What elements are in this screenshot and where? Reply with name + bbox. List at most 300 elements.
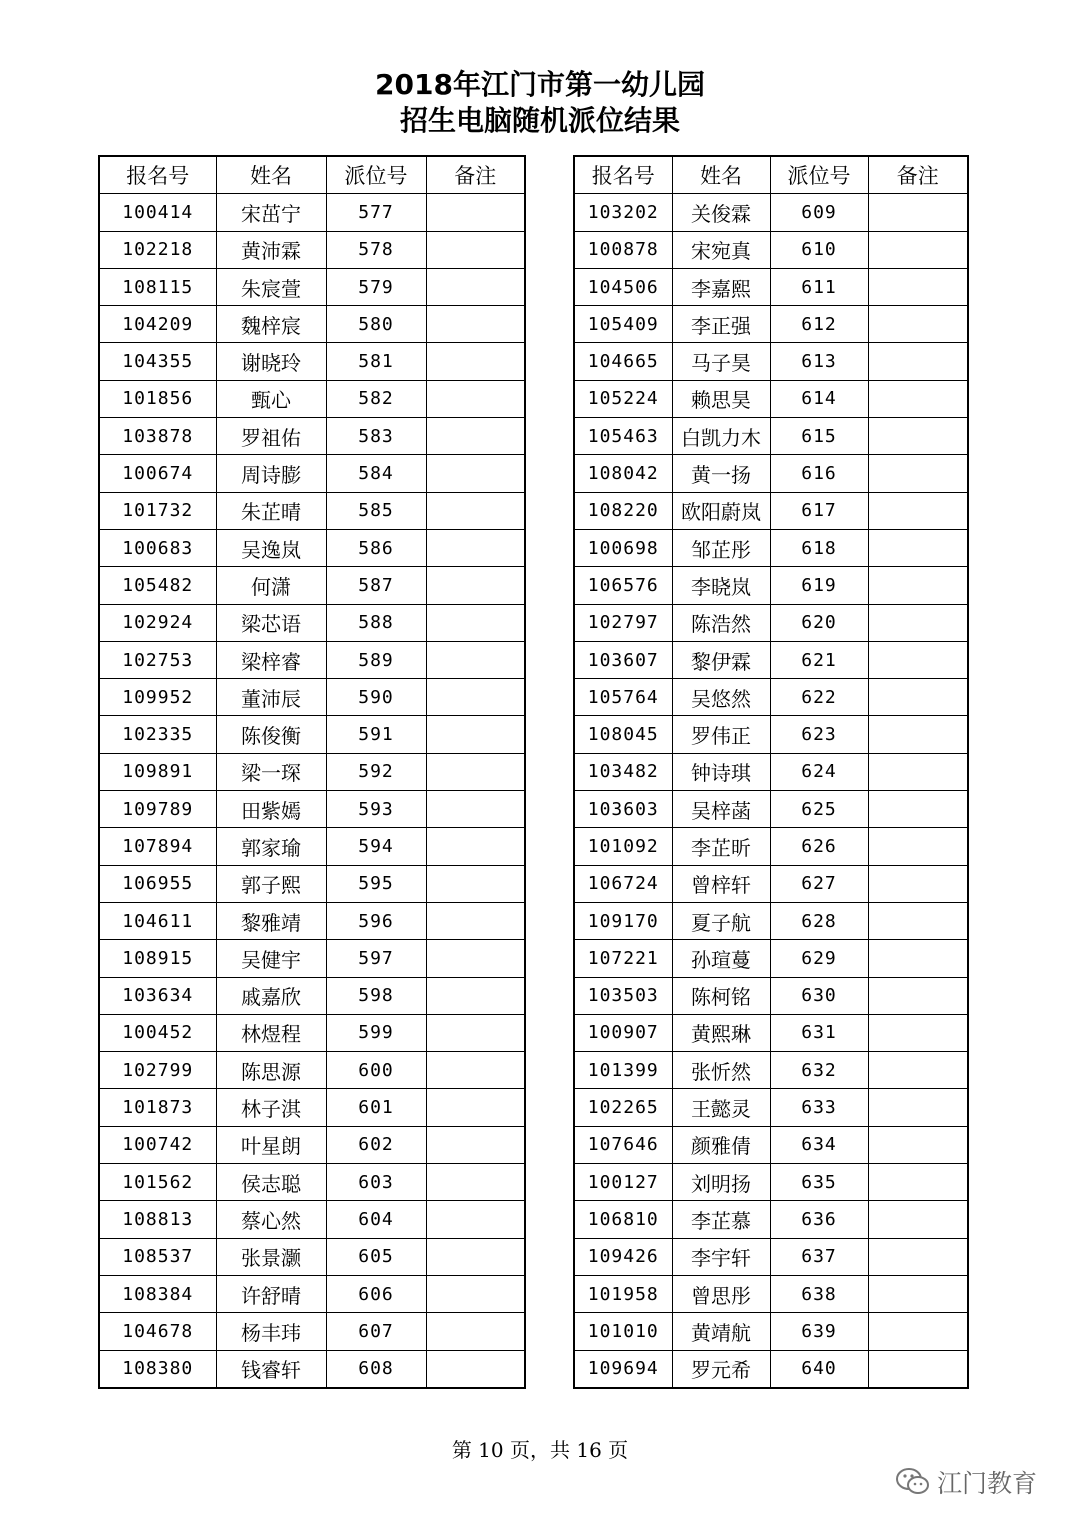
registration-number-cell: 108813 <box>99 1201 216 1238</box>
remarks-cell <box>426 902 525 939</box>
assignment-number-cell: 625 <box>770 791 868 828</box>
table-row <box>99 1350 525 1388</box>
remarks-cell <box>426 865 525 902</box>
remarks-cell <box>868 1126 968 1163</box>
remarks-cell <box>426 716 525 753</box>
name-cell: 郭子熙 <box>216 865 326 902</box>
table-row <box>574 865 968 902</box>
remarks-cell <box>426 604 525 641</box>
registration-number-cell: 107221 <box>574 940 672 977</box>
registration-number-cell: 105463 <box>574 418 672 455</box>
registration-number-cell: 100452 <box>99 1014 216 1051</box>
assignment-number-cell: 611 <box>770 268 868 305</box>
assignment-number-cell: 622 <box>770 679 868 716</box>
assignment-number-cell: 628 <box>770 902 868 939</box>
table-row <box>574 567 968 604</box>
remarks-cell <box>426 231 525 268</box>
remarks-cell <box>868 604 968 641</box>
name-cell: 朱芷晴 <box>216 492 326 529</box>
remarks-cell <box>868 940 968 977</box>
registration-number-cell: 101399 <box>574 1052 672 1089</box>
assignment-number-cell: 577 <box>326 194 426 231</box>
remarks-cell <box>868 1201 968 1238</box>
name-cell: 颜雅倩 <box>672 1126 770 1163</box>
assignment-number-cell: 638 <box>770 1275 868 1312</box>
registration-number-cell: 102335 <box>99 716 216 753</box>
assignment-number-cell: 615 <box>770 418 868 455</box>
remarks-cell <box>868 194 968 231</box>
registration-number-cell: 108915 <box>99 940 216 977</box>
table-row <box>99 865 525 902</box>
assignment-number-cell: 588 <box>326 604 426 641</box>
registration-number-cell: 109952 <box>99 679 216 716</box>
assignment-number-cell: 593 <box>326 791 426 828</box>
registration-number-cell: 105224 <box>574 380 672 417</box>
header-assignment-number: 派位号 <box>326 156 426 194</box>
name-cell: 李宇轩 <box>672 1238 770 1275</box>
registration-number-cell: 100414 <box>99 194 216 231</box>
remarks-cell <box>426 977 525 1014</box>
assignment-number-cell: 585 <box>326 492 426 529</box>
remarks-cell <box>426 343 525 380</box>
assignment-number-cell: 632 <box>770 1052 868 1089</box>
assignment-number-cell: 586 <box>326 529 426 566</box>
assignment-number-cell: 607 <box>326 1313 426 1350</box>
assignment-number-cell: 640 <box>770 1350 868 1388</box>
table-row <box>574 194 968 231</box>
table-row <box>99 231 525 268</box>
name-cell: 宋茁宁 <box>216 194 326 231</box>
assignment-number-cell: 639 <box>770 1313 868 1350</box>
table-row <box>574 902 968 939</box>
name-cell: 黎雅靖 <box>216 902 326 939</box>
remarks-cell <box>868 828 968 865</box>
assignment-number-cell: 583 <box>326 418 426 455</box>
name-cell: 曾思彤 <box>672 1275 770 1312</box>
table-row <box>574 716 968 753</box>
name-cell: 李芷慕 <box>672 1201 770 1238</box>
remarks-cell <box>868 1238 968 1275</box>
table-row <box>574 1014 968 1051</box>
table-row <box>99 343 525 380</box>
table-row <box>574 604 968 641</box>
registration-number-cell: 108045 <box>574 716 672 753</box>
table-row <box>99 1275 525 1312</box>
header-registration-number: 报名号 <box>574 156 672 194</box>
table-row <box>99 1052 525 1089</box>
name-cell: 梁梓睿 <box>216 641 326 678</box>
registration-number-cell: 108537 <box>99 1238 216 1275</box>
registration-number-cell: 105764 <box>574 679 672 716</box>
registration-number-cell: 109426 <box>574 1238 672 1275</box>
registration-number-cell: 101732 <box>99 492 216 529</box>
remarks-cell <box>426 1164 525 1201</box>
remarks-cell <box>426 492 525 529</box>
remarks-cell <box>426 268 525 305</box>
name-cell: 白凯力木 <box>672 418 770 455</box>
registration-number-cell: 107646 <box>574 1126 672 1163</box>
remarks-cell <box>426 306 525 343</box>
remarks-cell <box>426 828 525 865</box>
name-cell: 李正强 <box>672 306 770 343</box>
name-cell: 黄沛霖 <box>216 231 326 268</box>
name-cell: 罗元希 <box>672 1350 770 1388</box>
remarks-cell <box>868 1275 968 1312</box>
registration-number-cell: 100907 <box>574 1014 672 1051</box>
remarks-cell <box>426 418 525 455</box>
remarks-cell <box>868 716 968 753</box>
remarks-cell <box>868 902 968 939</box>
remarks-cell <box>426 791 525 828</box>
registration-number-cell: 107894 <box>99 828 216 865</box>
assignment-number-cell: 633 <box>770 1089 868 1126</box>
name-cell: 刘明扬 <box>672 1164 770 1201</box>
registration-number-cell: 108220 <box>574 492 672 529</box>
name-cell: 夏子航 <box>672 902 770 939</box>
remarks-cell <box>868 567 968 604</box>
name-cell: 钟诗琪 <box>672 753 770 790</box>
remarks-cell <box>868 791 968 828</box>
name-cell: 陈浩然 <box>672 604 770 641</box>
name-cell: 陈思源 <box>216 1052 326 1089</box>
assignment-number-cell: 601 <box>326 1089 426 1126</box>
assignment-number-cell: 635 <box>770 1164 868 1201</box>
table-row <box>574 1089 968 1126</box>
assignment-number-cell: 617 <box>770 492 868 529</box>
registration-number-cell: 106810 <box>574 1201 672 1238</box>
table-row <box>574 641 968 678</box>
table-row <box>99 418 525 455</box>
assignment-number-cell: 605 <box>326 1238 426 1275</box>
registration-number-cell: 104665 <box>574 343 672 380</box>
remarks-cell <box>426 1275 525 1312</box>
table-row <box>99 306 525 343</box>
remarks-cell <box>868 418 968 455</box>
table-row <box>99 1313 525 1350</box>
table-row <box>574 455 968 492</box>
assignment-number-cell: 581 <box>326 343 426 380</box>
table-row <box>99 529 525 566</box>
registration-number-cell: 103202 <box>574 194 672 231</box>
table-row <box>99 1014 525 1051</box>
table-row <box>99 455 525 492</box>
remarks-cell <box>426 940 525 977</box>
table-row <box>99 1238 525 1275</box>
watermark-text: 江门教育 <box>937 1469 1038 1498</box>
results-table-right <box>573 155 969 1389</box>
table-row <box>574 529 968 566</box>
table-row <box>99 492 525 529</box>
assignment-number-cell: 608 <box>326 1350 426 1388</box>
remarks-cell <box>868 306 968 343</box>
remarks-cell <box>868 753 968 790</box>
registration-number-cell: 108042 <box>574 455 672 492</box>
assignment-number-cell: 610 <box>770 231 868 268</box>
table-row <box>574 791 968 828</box>
table-row <box>99 380 525 417</box>
table-row <box>99 716 525 753</box>
table-row <box>574 1052 968 1089</box>
registration-number-cell: 101856 <box>99 380 216 417</box>
assignment-number-cell: 630 <box>770 977 868 1014</box>
table-row <box>574 1201 968 1238</box>
remarks-cell <box>426 194 525 231</box>
registration-number-cell: 105409 <box>574 306 672 343</box>
assignment-number-cell: 626 <box>770 828 868 865</box>
table-row <box>99 268 525 305</box>
table-row <box>574 492 968 529</box>
assignment-number-cell: 624 <box>770 753 868 790</box>
assignment-number-cell: 606 <box>326 1275 426 1312</box>
table-row <box>99 194 525 231</box>
registration-number-cell: 103603 <box>574 791 672 828</box>
assignment-number-cell: 598 <box>326 977 426 1014</box>
table-row <box>574 828 968 865</box>
assignment-number-cell: 582 <box>326 380 426 417</box>
name-cell: 戚嘉欣 <box>216 977 326 1014</box>
registration-number-cell: 101010 <box>574 1313 672 1350</box>
registration-number-cell: 106724 <box>574 865 672 902</box>
name-cell: 田紫嫣 <box>216 791 326 828</box>
assignment-number-cell: 592 <box>326 753 426 790</box>
remarks-cell <box>426 1201 525 1238</box>
name-cell: 黄一扬 <box>672 455 770 492</box>
name-cell: 杨丰玮 <box>216 1313 326 1350</box>
registration-number-cell: 106955 <box>99 865 216 902</box>
remarks-cell <box>868 455 968 492</box>
registration-number-cell: 100878 <box>574 231 672 268</box>
remarks-cell <box>868 1052 968 1089</box>
assignment-number-cell: 623 <box>770 716 868 753</box>
remarks-cell <box>426 455 525 492</box>
table-row <box>574 1313 968 1350</box>
assignment-number-cell: 613 <box>770 343 868 380</box>
assignment-number-cell: 584 <box>326 455 426 492</box>
name-cell: 张景灏 <box>216 1238 326 1275</box>
registration-number-cell: 104209 <box>99 306 216 343</box>
name-cell: 吴梓菡 <box>672 791 770 828</box>
name-cell: 吴健宇 <box>216 940 326 977</box>
header-remarks: 备注 <box>426 156 525 194</box>
table-header-row <box>574 156 968 194</box>
header-registration-number: 报名号 <box>99 156 216 194</box>
registration-number-cell: 103634 <box>99 977 216 1014</box>
remarks-cell <box>426 1014 525 1051</box>
page-footer: 第 10 页，共 16 页 <box>451 1438 629 1462</box>
name-cell: 钱睿轩 <box>216 1350 326 1388</box>
table-row <box>99 604 525 641</box>
registration-number-cell: 102753 <box>99 641 216 678</box>
table-row <box>574 1275 968 1312</box>
registration-number-cell: 104678 <box>99 1313 216 1350</box>
assignment-number-cell: 600 <box>326 1052 426 1089</box>
remarks-cell <box>426 1238 525 1275</box>
name-cell: 董沛辰 <box>216 679 326 716</box>
assignment-number-cell: 597 <box>326 940 426 977</box>
remarks-cell <box>868 492 968 529</box>
remarks-cell <box>426 1350 525 1388</box>
table-row <box>574 268 968 305</box>
registration-number-cell: 108380 <box>99 1350 216 1388</box>
registration-number-cell: 101958 <box>574 1275 672 1312</box>
remarks-cell <box>426 567 525 604</box>
name-cell: 周诗膨 <box>216 455 326 492</box>
table-row <box>99 641 525 678</box>
remarks-cell <box>868 977 968 1014</box>
name-cell: 欧阳蔚岚 <box>672 492 770 529</box>
name-cell: 李晓岚 <box>672 567 770 604</box>
name-cell: 梁一琛 <box>216 753 326 790</box>
remarks-cell <box>868 268 968 305</box>
assignment-number-cell: 591 <box>326 716 426 753</box>
assignment-number-cell: 578 <box>326 231 426 268</box>
name-cell: 关俊霖 <box>672 194 770 231</box>
registration-number-cell: 101092 <box>574 828 672 865</box>
remarks-cell <box>868 343 968 380</box>
header-name: 姓名 <box>216 156 326 194</box>
remarks-cell <box>868 679 968 716</box>
registration-number-cell: 103482 <box>574 753 672 790</box>
name-cell: 吴悠然 <box>672 679 770 716</box>
registration-number-cell: 109694 <box>574 1350 672 1388</box>
table-row <box>574 380 968 417</box>
assignment-number-cell: 589 <box>326 641 426 678</box>
registration-number-cell: 105482 <box>99 567 216 604</box>
remarks-cell <box>426 679 525 716</box>
registration-number-cell: 103607 <box>574 641 672 678</box>
table-row <box>574 1238 968 1275</box>
registration-number-cell: 104355 <box>99 343 216 380</box>
registration-number-cell: 108384 <box>99 1275 216 1312</box>
assignment-number-cell: 621 <box>770 641 868 678</box>
name-cell: 曾梓轩 <box>672 865 770 902</box>
table-row <box>574 679 968 716</box>
table-row <box>574 1164 968 1201</box>
table-row <box>99 977 525 1014</box>
watermark <box>895 1462 1037 1502</box>
name-cell: 黎伊霖 <box>672 641 770 678</box>
registration-number-cell: 100127 <box>574 1164 672 1201</box>
header-assignment-number: 派位号 <box>770 156 868 194</box>
assignment-number-cell: 599 <box>326 1014 426 1051</box>
registration-number-cell: 108115 <box>99 268 216 305</box>
table-row <box>99 1126 525 1163</box>
registration-number-cell: 102799 <box>99 1052 216 1089</box>
remarks-cell <box>426 529 525 566</box>
table-row <box>574 306 968 343</box>
table-row <box>574 753 968 790</box>
name-cell: 李嘉熙 <box>672 268 770 305</box>
table-row <box>574 343 968 380</box>
name-cell: 宋宛真 <box>672 231 770 268</box>
name-cell: 陈俊衡 <box>216 716 326 753</box>
remarks-cell <box>426 753 525 790</box>
table-row <box>574 1350 968 1388</box>
assignment-number-cell: 636 <box>770 1201 868 1238</box>
name-cell: 黄靖航 <box>672 1313 770 1350</box>
assignment-number-cell: 609 <box>770 194 868 231</box>
remarks-cell <box>868 1350 968 1388</box>
name-cell: 罗伟正 <box>672 716 770 753</box>
remarks-cell <box>868 865 968 902</box>
registration-number-cell: 103503 <box>574 977 672 1014</box>
table-row <box>99 1201 525 1238</box>
table-row <box>574 418 968 455</box>
name-cell: 林煜程 <box>216 1014 326 1051</box>
table-row <box>99 828 525 865</box>
remarks-cell <box>426 1126 525 1163</box>
assignment-number-cell: 580 <box>326 306 426 343</box>
assignment-number-cell: 634 <box>770 1126 868 1163</box>
assignment-number-cell: 619 <box>770 567 868 604</box>
assignment-number-cell: 602 <box>326 1126 426 1163</box>
name-cell: 陈柯铭 <box>672 977 770 1014</box>
registration-number-cell: 106576 <box>574 567 672 604</box>
header-name: 姓名 <box>672 156 770 194</box>
registration-number-cell: 103878 <box>99 418 216 455</box>
name-cell: 吴逸岚 <box>216 529 326 566</box>
assignment-number-cell: 604 <box>326 1201 426 1238</box>
registration-number-cell: 100742 <box>99 1126 216 1163</box>
name-cell: 魏梓宸 <box>216 306 326 343</box>
name-cell: 李芷昕 <box>672 828 770 865</box>
document-subtitle: 招生电脑随机派位结果 <box>399 104 680 137</box>
assignment-number-cell: 594 <box>326 828 426 865</box>
assignment-number-cell: 596 <box>326 902 426 939</box>
remarks-cell <box>426 380 525 417</box>
name-cell: 王懿灵 <box>672 1089 770 1126</box>
name-cell: 孙瑄蔓 <box>672 940 770 977</box>
registration-number-cell: 109891 <box>99 753 216 790</box>
table-row <box>574 977 968 1014</box>
name-cell: 林子淇 <box>216 1089 326 1126</box>
table-row <box>574 940 968 977</box>
table-row <box>99 1089 525 1126</box>
name-cell: 许舒晴 <box>216 1275 326 1312</box>
table-row <box>99 940 525 977</box>
table-row <box>99 679 525 716</box>
name-cell: 郭家瑜 <box>216 828 326 865</box>
assignment-number-cell: 603 <box>326 1164 426 1201</box>
header-remarks: 备注 <box>868 156 968 194</box>
remarks-cell <box>868 1089 968 1126</box>
assignment-number-cell: 587 <box>326 567 426 604</box>
assignment-number-cell: 614 <box>770 380 868 417</box>
registration-number-cell: 102218 <box>99 231 216 268</box>
registration-number-cell: 104506 <box>574 268 672 305</box>
assignment-number-cell: 616 <box>770 455 868 492</box>
registration-number-cell: 109170 <box>574 902 672 939</box>
registration-number-cell: 104611 <box>99 902 216 939</box>
remarks-cell <box>868 231 968 268</box>
assignment-number-cell: 590 <box>326 679 426 716</box>
remarks-cell <box>868 529 968 566</box>
table-row <box>99 753 525 790</box>
table-row <box>574 1126 968 1163</box>
name-cell: 侯志聪 <box>216 1164 326 1201</box>
registration-number-cell: 100683 <box>99 529 216 566</box>
name-cell: 张忻然 <box>672 1052 770 1089</box>
registration-number-cell: 101873 <box>99 1089 216 1126</box>
remarks-cell <box>868 1014 968 1051</box>
name-cell: 朱宸萱 <box>216 268 326 305</box>
name-cell: 谢晓玲 <box>216 343 326 380</box>
registration-number-cell: 102797 <box>574 604 672 641</box>
registration-number-cell: 100698 <box>574 529 672 566</box>
table-header-row <box>99 156 525 194</box>
name-cell: 梁芯语 <box>216 604 326 641</box>
table-row <box>99 567 525 604</box>
